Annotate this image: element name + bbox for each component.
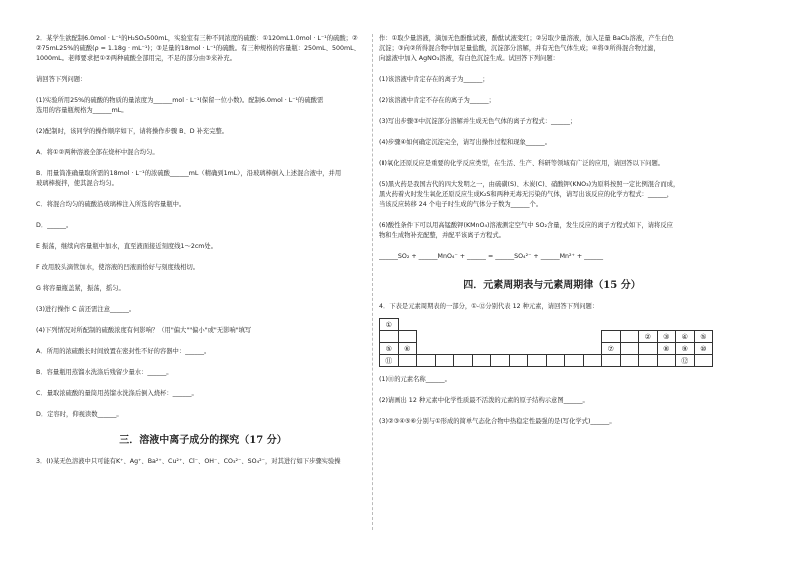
table-row	[380, 355, 713, 367]
element-cell: ④	[676, 331, 695, 343]
q3-line: 物和生成物补充配整，并配平该离子方程式。	[379, 232, 505, 239]
q3-line: 当该反应转移 24 个电子时生成的气体分子数为______个。	[379, 201, 543, 208]
q3-line: (6)酸性条件下可以用高锰酸钾(KMnO₄)溶液测定空气中 SO₂含量，发生反应的离子方程式如下，请将反应	[379, 222, 673, 229]
element-cell: ②	[639, 331, 658, 343]
q3-line: (2)该溶液中肯定不存在的离子为______；	[379, 97, 495, 104]
q2-line: (3)进行操作 C 前还需注意______。	[36, 306, 136, 313]
element-cell: ③	[657, 331, 676, 343]
element-cell: ⑤	[694, 331, 713, 343]
ionic-equation: ______SO₂ + ______MnO₄⁻ + ______ = ______SO₄²⁻ + ______Mn²⁺ + ______	[379, 253, 604, 260]
q2-line: 玻璃棒搅拌，使其混合均匀。	[36, 180, 118, 187]
element-cell: ⑧	[657, 343, 676, 355]
q2-line: B．用量筒准确量取所需的18mol · L⁻¹的浓硫酸______mL（精确到1mL），沿玻璃棒倒入上述混合液中，并用	[36, 170, 342, 177]
q3-line: (5)黑火药是我国古代的四大发明之一，由硫磺(S)、木炭(C)、硝酸钾(KNO₃)为原料按照一定比例混合而成，	[379, 181, 680, 188]
section-4-heading: 四．元素周期表与元素周期律（15 分）	[463, 280, 641, 291]
section-3-heading: 三．溶液中离子成分的探究（17 分）	[119, 435, 287, 446]
q2-line: E 振荡，继续向容量瓶中加水，直至液面接近刻度线1～2cm处。	[36, 243, 218, 250]
column-divider	[372, 34, 373, 530]
q4-line: (3)②③④⑤⑥分别与①形成的简单气态化合物中热稳定性最强的是(写化学式)______。	[379, 418, 616, 425]
q2-line: 1000mL。老师要求把①②两种硫酸全部用完，不足的部分由③来补充。	[36, 55, 237, 62]
q3-line: (3)写出步骤③中沉淀部分溶解并生成无色气体的离子方程式：______；	[379, 118, 577, 125]
q3-intro: 3．(Ⅰ)某无色溶液中只可能有K⁺、Ag⁺、Ba²⁺、Cu²⁺、Cl⁻、OH⁻、CO₃²⁻、SO₄²⁻，对其进行如下步骤实验操	[36, 458, 341, 465]
element-cell: ①	[380, 319, 399, 331]
periodic-table	[379, 318, 713, 367]
q3-line: (1)该溶液中肯定存在的离子为______；	[379, 76, 489, 83]
q2-line: C．量取浓硫酸的量筒用蒸馏水洗涤后倒入烧杯：______。	[36, 390, 198, 397]
q2-line: D．定容时，仰视读数______。	[36, 411, 123, 418]
element-cell: ⑦	[602, 343, 621, 355]
element-cell: ⑩	[694, 343, 713, 355]
element-cell: ⑪	[380, 355, 399, 367]
table-row	[380, 331, 713, 343]
right-column	[379, 34, 725, 427]
q2-line: B．容量瓶用蒸馏水洗涤后残留少量水：______。	[36, 369, 173, 376]
element-cell: ⑤	[380, 343, 399, 355]
q2-line: C．将混合均匀的硫酸沿玻璃棒注入所选的容量瓶中。	[36, 201, 186, 208]
q2-line: A．将①②两种溶液全部在烧杯中混合均匀。	[36, 149, 159, 156]
q2-line: 选用的容量瓶规格为______mL。	[36, 107, 128, 114]
q3-line: (Ⅱ)氧化还原反应是重要的化学反应类型，在生活、生产、科研等领域有广泛的应用，请回答以下问题。	[379, 160, 665, 167]
element-cell: ⑥	[398, 343, 417, 355]
q2-line: (1)实验所用25%的硫酸的物质的量浓度为______mol · L⁻¹(保留一位小数)。配制6.0mol · L⁻¹的硫酸需	[36, 97, 324, 104]
table-row	[380, 319, 713, 331]
q2-line: F 改用胶头滴管加水，使溶液的凹液面恰好与刻度线相切。	[36, 264, 200, 271]
q2-line: D．______。	[36, 222, 73, 229]
q2-line: G 将容量瓶盖紧，振荡，摇匀。	[36, 285, 125, 292]
q3-line: 向滤液中加入 AgNO₃溶液，有白色沉淀生成。试回答下列问题：	[379, 55, 559, 62]
q2-line: A．所用的浓硫酸长时间放置在密封性不好的容器中：______。	[36, 348, 211, 355]
q2-line: 2．某学生欲配制6.0mol · L⁻¹的H₂SO₄500mL，实验室有三种不同浓度的硫酸：①120mL1.0mol · L⁻¹的硫酸；②	[36, 35, 358, 42]
q3-line: 黑火药着火时发生氧化还原反应生成K₂S和两种无毒无污染的气体，请写出该反应的化学方程式：______，	[379, 191, 674, 198]
q3-line: (4)步骤④如何确定沉淀完全，请写出操作过程和现象______。	[379, 139, 551, 146]
q4-line: (1)⑪的元素名称______。	[379, 376, 451, 383]
table-row	[380, 343, 713, 355]
q3-line: 作：①取少量溶液，滴加无色酚酞试液，酚酞试液变红；②另取少量溶液，加入足量 BaCl₂溶液，产生白色	[379, 35, 674, 42]
left-column	[36, 34, 370, 467]
q2-line: ②75mL25%的硫酸(ρ = 1.18g · mL⁻¹)；③足量的18mol · L⁻¹的硫酸。有三种规格的容量瓶：250mL、500mL、	[36, 45, 360, 52]
q2-line: 请回答下列问题：	[36, 76, 87, 83]
element-cell: ⑫	[676, 355, 695, 367]
q4-intro: 4．下表是元素周期表的一部分，①-⑫分别代表 12 种元素，请回答下列问题：	[379, 303, 599, 310]
q2-line: (4)下列情况对所配制的硫酸浓度有何影响？（用"偏大""偏小"或"无影响"填写	[36, 327, 252, 334]
q4-line: (2)请画出 12 种元素中化学性质最不活泼的元素的原子结构示意图______。	[379, 397, 589, 404]
element-cell: ⑨	[676, 343, 695, 355]
q2-line: (2)配制时，该同学的操作顺序如下，请将操作步骤 B、D 补充完整。	[36, 128, 229, 135]
q3-line: 沉淀；③向②所得混合物中加足量盐酸，沉淀部分溶解，并有无色气体生成；④将③所得混合物过滤，	[379, 45, 660, 52]
